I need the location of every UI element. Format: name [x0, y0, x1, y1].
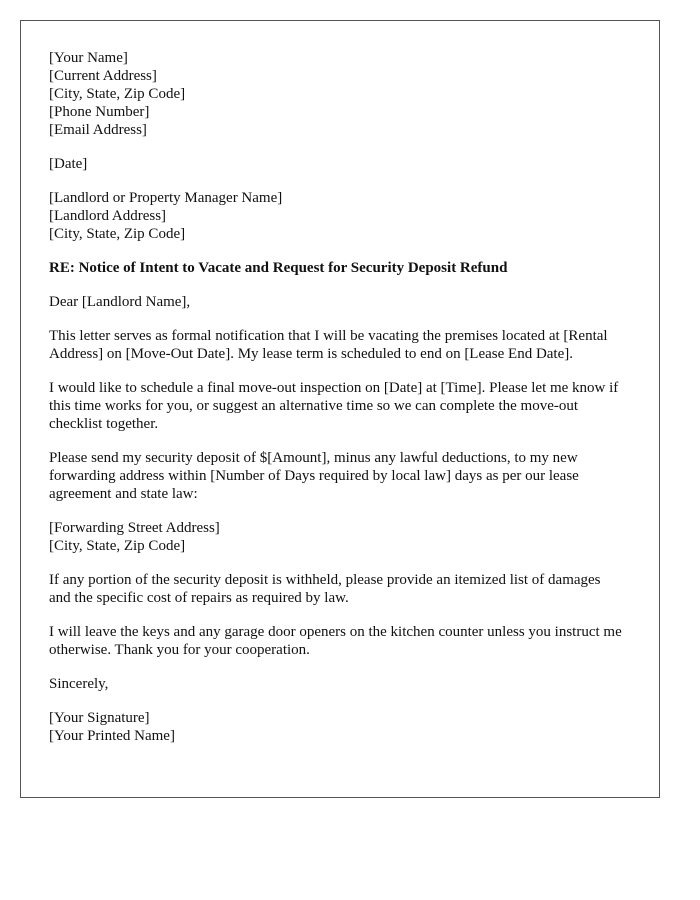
recipient-name: [Landlord or Property Manager Name]	[49, 190, 283, 206]
sender-address: [Current Address]	[49, 68, 157, 84]
sender-phone: [Phone Number]	[49, 104, 150, 120]
salutation: Dear [Landlord Name],	[49, 294, 191, 310]
forwarding-city-state-zip: [City, State, Zip Code]	[49, 538, 186, 554]
letter-page	[20, 20, 660, 798]
forwarding-street: [Forwarding Street Address]	[49, 520, 220, 536]
sender-block	[49, 49, 631, 139]
printed-name: [Your Printed Name]	[49, 728, 175, 744]
paragraph-deposit-request: Please send my security deposit of $[Amount], minus any lawful deductions, to my new forwarding address within [Number of Days required by local law] days as per our lease agreement and state law:	[49, 450, 579, 502]
date-block	[49, 155, 631, 173]
subject-line: RE: Notice of Intent to Vacate and Request for Security Deposit Refund	[49, 260, 508, 276]
recipient-city-state-zip: [City, State, Zip Code]	[49, 226, 186, 242]
paragraph-itemized-deductions: If any portion of the security deposit is withheld, please provide an itemized list of damages and the specific cost of repairs as required by law.	[49, 572, 601, 606]
paragraph-vacate-notice: This letter serves as formal notification that I will be vacating the premises located at [Rental Address] on [Move-Out Date]. My lease term is scheduled to end on [Lease End Date].	[49, 328, 608, 362]
letter-date: [Date]	[49, 156, 88, 172]
recipient-address: [Landlord Address]	[49, 208, 167, 224]
sender-city-state-zip: [City, State, Zip Code]	[49, 86, 186, 102]
forwarding-address-block	[49, 519, 631, 555]
sender-email: [Email Address]	[49, 122, 147, 138]
paragraph-inspection: I would like to schedule a final move-out inspection on [Date] at [Time]. Please let me know if this time works for you, or suggest an alternative time so we can complete the move-out checklist together.	[49, 380, 619, 432]
sender-name: [Your Name]	[49, 50, 128, 66]
paragraph-keys: I will leave the keys and any garage door openers on the kitchen counter unless you instruct me otherwise. Thank you for your cooperation.	[49, 624, 622, 658]
signature-line: [Your Signature]	[49, 710, 150, 726]
letter-body	[49, 49, 631, 745]
signature-block	[49, 709, 631, 745]
closing: Sincerely,	[49, 676, 109, 692]
recipient-block	[49, 189, 631, 243]
